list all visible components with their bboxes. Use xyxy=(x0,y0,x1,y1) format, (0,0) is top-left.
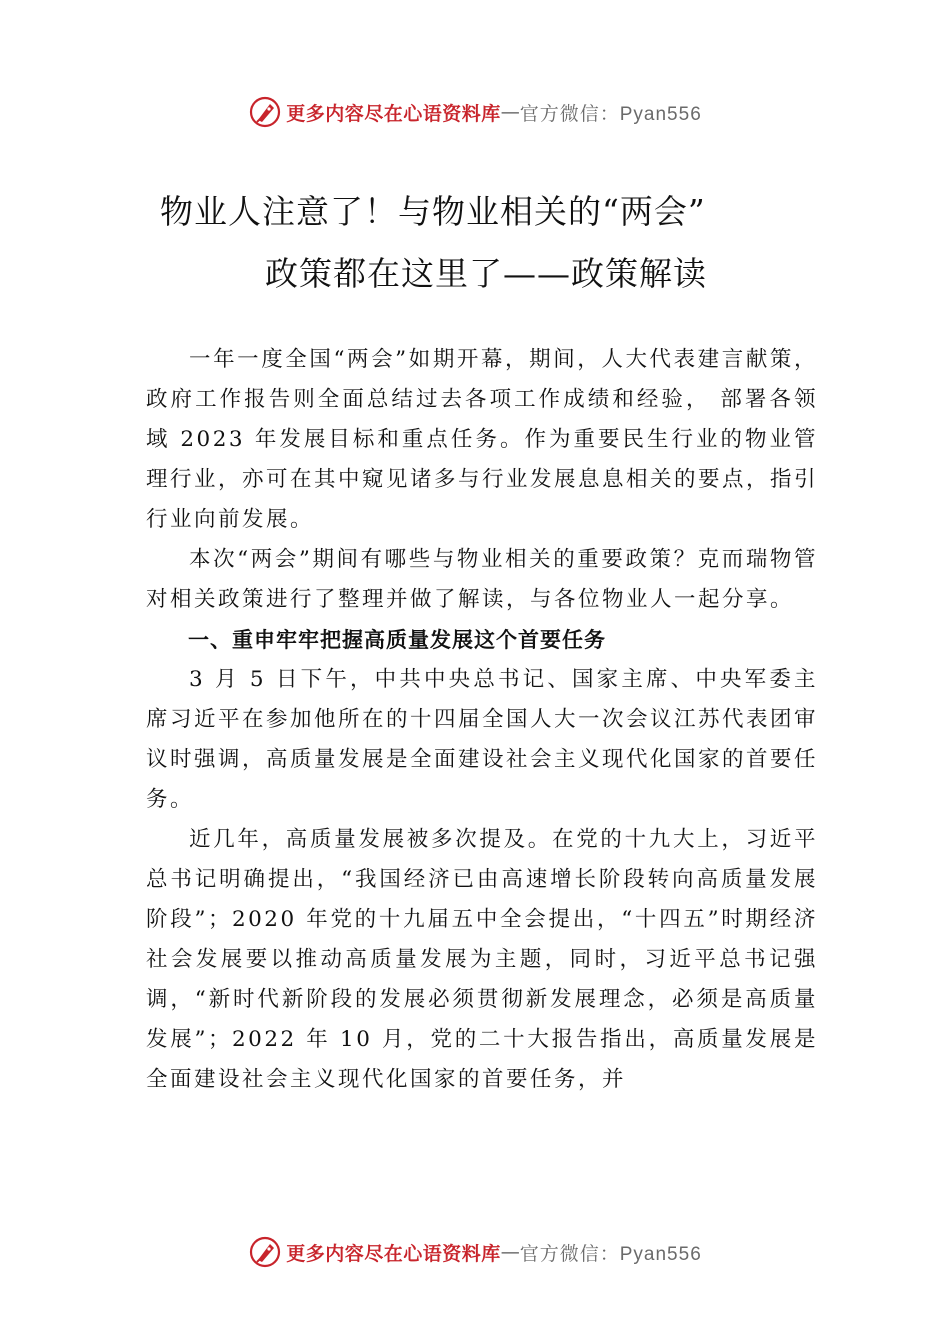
watermark-brand: 更多内容尽在心语资料库 xyxy=(286,1242,501,1265)
paragraph-section-1: 3 月 5 日下午，中共中央总书记、国家主席、中央军委主席习近平在参加他所在的十四届全国人大一次会议江苏代表团审议时强调，高质量发展是全面建设社会主义现代化国家的首要任务。 xyxy=(146,667,819,812)
document-title-line2: 政策都在这里了——政策解读 xyxy=(265,254,707,293)
paragraph-overview: 本次“两会”期间有哪些与物业相关的重要政策？克而瑞物管对相关政策进行了整理并做了解读，与各位物业人一起分享。 xyxy=(146,547,818,612)
document-body xyxy=(146,340,818,1100)
paragraph-section-2: 近几年，高质量发展被多次提及。在党的十九大上，习近平总书记明确提出，“我国经济已由高速增长阶段转向高质量发展阶段”；2020 年党的十九届五中全会提出，“十四五”时期经济社会发展要以推动高质量发展为主题，同时，习近平总书记强调，“新时代新阶段的发展必须贯彻新发展理念，必须是高质量发展”；2022 年 10 月，党的二十大报告指出，高质量发展是全面建设社会主义现代化国家的首要任务，并 xyxy=(146,827,818,1092)
watermark-separator: — xyxy=(500,101,520,123)
footer-watermark xyxy=(0,1232,950,1272)
paragraph-intro: 一年一度全国“两会”如期开幕，期间，人大代表建言献策，政府工作报告则全面总结过去各项工作成绩和经验， 部署各领域 2023 年发展目标和重点任务。作为重要民生行业的物业管理行业，亦可在其中窥见诸多与行业发展息息相关的要点，指引行业向前发展。 xyxy=(146,347,819,532)
watermark-wechat: 官方微信：Pyan556 xyxy=(519,1243,702,1265)
watermark-brand: 更多内容尽在心语资料库 xyxy=(286,102,501,125)
document-title-line1: 物业人注意了！与物业相关的“两会” xyxy=(160,192,706,231)
pen-nib-circle-icon xyxy=(248,95,282,129)
watermark-wechat: 官方微信：Pyan556 xyxy=(519,103,702,125)
section-heading: 一、重申牢牢把握高质量发展这个首要任务 xyxy=(188,628,606,652)
header-watermark xyxy=(0,92,950,132)
watermark-separator: — xyxy=(500,1241,520,1263)
pen-nib-circle-icon xyxy=(248,1235,282,1269)
